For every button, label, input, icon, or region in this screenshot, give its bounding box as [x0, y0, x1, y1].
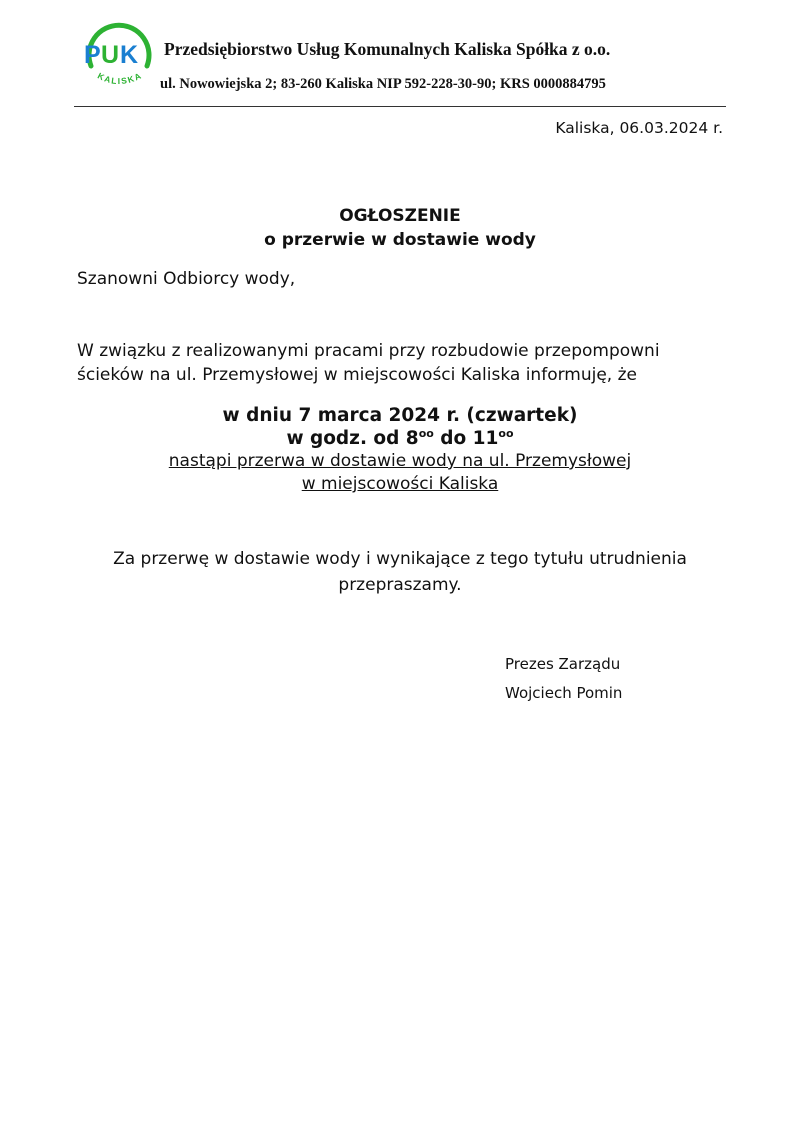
- title-line-2: o przerwie w dostawie wody: [264, 230, 536, 250]
- apology: [0, 546, 800, 598]
- logo-letter-u: U: [101, 41, 120, 69]
- outage-hours: [0, 427, 800, 450]
- body-line-2: ścieków na ul. Przemysłowej w miejscowości Kaliska informuję, że: [77, 365, 637, 385]
- signature-name: Wojciech Pomin: [505, 684, 623, 702]
- logo-subtext: KALISKA: [96, 70, 144, 87]
- salutation: Szanowni Odbiorcy wody,: [77, 269, 296, 289]
- hours-sup-end: oo: [498, 427, 514, 440]
- title-line-1: OGŁOSZENIE: [339, 206, 461, 226]
- hours-sup-start: oo: [418, 427, 434, 440]
- hours-mid: do 11: [433, 428, 499, 449]
- signature-block: [505, 650, 622, 708]
- outage-date: w dniu 7 marca 2024 r. (czwartek): [222, 405, 578, 426]
- hours-prefix: w godz. od 8: [286, 428, 419, 449]
- apology-line-2: przepraszamy.: [338, 575, 462, 595]
- outage-notice-line-2: w miejscowości Kaliska: [301, 474, 499, 494]
- apology-line-1: Za przerwę w dostawie wody i wynikające z tego tytułu utrudnienia: [113, 549, 687, 569]
- company-logo: [80, 18, 156, 92]
- company-name: Przedsiębiorstwo Usług Komunalnych Kaliska Spółka z o.o.: [164, 39, 611, 59]
- body-paragraph: [77, 339, 737, 387]
- logo-letter-p: P: [84, 41, 101, 69]
- signature-role: Prezes Zarządu: [505, 655, 621, 673]
- outage-notice-line-1: nastąpi przerwa w dostawie wody na ul. Przemysłowej: [168, 451, 632, 471]
- announcement-title: [0, 204, 800, 252]
- company-address: ul. Nowowiejska 2; 83-260 Kaliska NIP 592-228-30-90; KRS 0000884795: [160, 76, 606, 92]
- body-line-1: W związku z realizowanymi pracami przy rozbudowie przepompowni: [77, 341, 660, 361]
- logo-letter-k: K: [120, 41, 139, 69]
- outage-details: [0, 404, 800, 496]
- document-date: Kaliska, 06.03.2024 r.: [555, 119, 723, 137]
- header-divider: [74, 106, 726, 107]
